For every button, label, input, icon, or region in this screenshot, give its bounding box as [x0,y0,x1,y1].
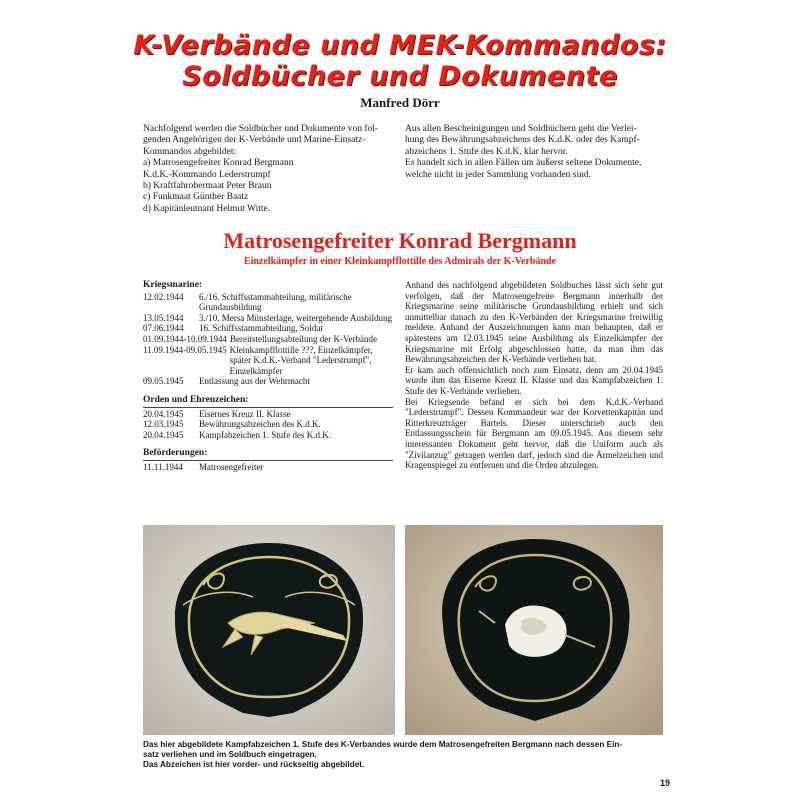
record-entry [143,430,393,441]
entry-text: Bewährungsabzeichen des K.d.K. [199,419,321,430]
record-entry [143,292,393,313]
author-name: Manfred Dörr [360,95,440,110]
caption-line: Das hier abgebildete Kampfabzeichen 1. Stufe des K-Verbandes wurde dem Matrosengefreiten Bergmann nach dessen Ein- [143,740,623,749]
narrative-paragraph: Bei Kriegsende befand er sich bei dem K.d.K.-Verband "Lederstrumpf". Dessen Kommandeur war der Korvettenkapitän und Ritterkreuzträger Bartels. Dieser unterschrieb auch den Entlassungsschein für Bergmann am 09.05.1945. Aus diesem sehr interessanten Dokument geht hervor, daß die Uniform auch als "Zivilanzug" getragen werden darf, jedoch sind die Ärmelzeichen und Kragenspiegel zu entfernen und die Orden abzulegen. [405,396,663,471]
entry-date: 11.11.1944 [143,461,183,472]
intro-line: K.d.K.-Kommando Lederstrumpf [143,169,271,180]
intro-line: Kommandos abgebildet: [143,146,237,157]
entry-date: 20.04.1945 [143,429,184,440]
intro-line: d) Kapitänleutnant Helmut Witte. [143,203,271,214]
intro-line: a) Matrosengefreiter Konrad Bergmann [143,158,294,169]
befoerderungen-block [143,448,393,472]
intro-left-column [143,124,393,215]
entry-text: Bereitstellungsabteilung der K-Verbände [230,333,377,344]
orden-block [143,395,393,440]
orden-heading: Orden und Ehrenzeichen: [143,395,393,408]
badge-front-photo [143,525,395,735]
intro-line: Nachfolgend werden die Soldbücher und Dokumente von fol- [143,124,379,134]
befoerderungen-heading: Beförderungen: [143,448,393,461]
intro-line: abzeichens 1. Stufe des K.d.K. klar hervor. [405,146,568,157]
entry-date: 20.04.1945 [143,408,184,419]
intro-line: Aus allen Bescheinigungen und Soldbüchern geht die Verlei- [405,124,637,134]
entry-text: Entlassung aus der Wehrmacht [199,376,310,387]
entry-date: 01.09.1944-10.09.1944 [143,333,227,344]
title-line-1: K-Verbände und MEK-Kommandos: [133,30,667,61]
intro-line: hung des Bewährungsabzeichens des K.d.K. oder des Kampf- [405,135,640,146]
entry-text: 16. Schiffsstammabteilung, Soldat [199,323,323,334]
entry-text: Kleinkampfflottille ???, Einzelkämpfer, später K.d.K.-Verband "Lederstrumpf", Einzelkämpfer [229,344,373,376]
narrative-paragraph: Anhand des nachfolgend abgebildeten Soldbuches lässt sich sehr gut verfolgen, daß der Matrosengefreite Bergmann innerhalb der Kriegsmarine seine militärische Grundausbildung erhielt und sich unmittelbar danach zu den K-Verbänden der Kriegsmarine freiwillig meldete. Anhand der Auszeichnungen kann man behaupten, daß er spätestens am 12.03.1945 seine Ausbildung als Einzelkämpfer der Kriegsmarine mit Erfolg abgeschlossen hatte, da man ihm das Bewährungsabzeichen der K-Verbände verliehen hat. [405,280,663,365]
entry-date: 13.05.1944 [143,312,184,323]
kriegsmarine-heading: Kriegsmarine: [143,280,203,290]
entry-date: 09.05.1945 [143,376,184,387]
intro-line: welche nicht in jeder Sammlung vorhanden sind. [405,169,591,180]
record-entry [143,334,393,345]
intro-line: c) Funkmaat Günther Baatz [143,192,249,203]
service-record-column [143,280,393,481]
photo-caption [143,740,668,770]
caption-line: satz verliehen und im Soldbuch eingetragen. [143,750,317,759]
narrative-column [405,280,663,471]
entry-text: Kampfabzeichen 1. Stufe des K.d.K. [199,429,331,440]
kriegsmarine-block [143,280,393,387]
entry-date: 12.02.1944 [143,291,184,302]
entry-date: 07.06.1944 [143,323,184,334]
record-entry [143,376,393,387]
entry-text: Matrosengefreiter [199,461,264,472]
record-entry [143,345,393,377]
entry-text: Eisernes Kreuz II. Klasse [199,408,291,419]
entry-date: 12.03.1945 [143,419,184,430]
article-title [100,30,700,92]
badge-back-photo [405,525,663,735]
intro-line: genden Angehörigen der K-Verbände und Marine-Einsatz- [143,135,366,146]
page-number: 19 [659,778,670,788]
record-entry [143,409,393,420]
narrative-paragraph: Er kam auch offensichtlich noch zum Einsatz, denn am 20.04.1945 wurde ihm das Eiserne Kreuz II. Klasse und das Kampfabzeichen 1. Stufe der K-Verbände verliehen. [405,364,663,396]
record-entry [143,462,393,473]
intro-line: Es handelt sich in allen Fällen um äußerst seltene Dokumente, [405,158,642,169]
record-entry [143,323,393,334]
section-subtitle: Einzelkämpfer in einer Kleinkampfflottille des Admirals der K-Verbände [243,256,557,267]
badge-front-image [143,525,395,735]
badge-back-image [405,525,663,735]
record-entry [143,313,393,324]
record-entry [143,419,393,430]
title-line-2: Soldbücher und Dokumente [182,61,618,92]
caption-line: Das Abzeichen ist hier vorder- und rückseitig abgebildet. [143,760,365,769]
section-title: Matrosengefreiter Konrad Bergmann [223,228,577,253]
intro-right-column [405,124,663,181]
entry-date: 11.09.1944-09.05.1945 [143,344,227,355]
intro-line: b) Kraftfahrobermaat Peter Braun [143,181,272,192]
entry-text: 3./10. Mersa Münsterlage, weitergehende Ausbildung [199,312,393,323]
entry-text: 6./16. Schiffsstammabteilung, militärische Grundausbildung [199,291,352,313]
